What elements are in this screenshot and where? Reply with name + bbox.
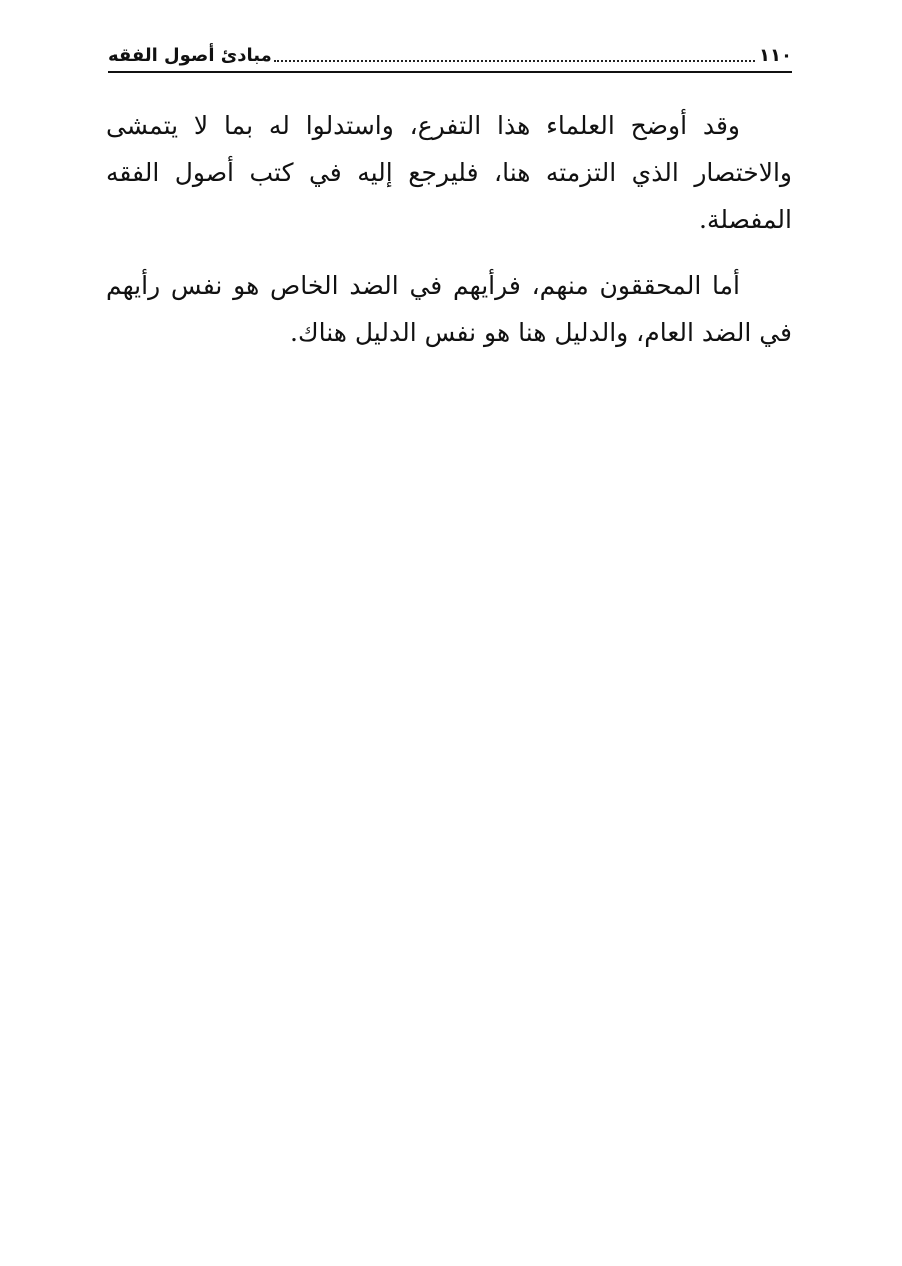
- paragraph-2: أما المحققون منهم، فرأيهم في الضد الخاص هو نفس رأيهم في الضد العام، والدليل هنا هو نفس الدليل هناك.: [106, 271, 792, 347]
- running-header: [108, 34, 792, 68]
- body-text: [106, 102, 792, 375]
- header-rule: [108, 71, 792, 73]
- page-number: ١١٠: [759, 45, 792, 66]
- dot-leader: [274, 44, 755, 68]
- paragraph-1: وقد أوضح العلماء هذا التفرع، واستدلوا له بما لا يتمشى والاختصار الذي التزمته هنا، فليرجع إليه في كتب أصول الفقه المفصلة.: [106, 111, 792, 234]
- book-title: مبادئ أصول الفقه: [108, 45, 272, 66]
